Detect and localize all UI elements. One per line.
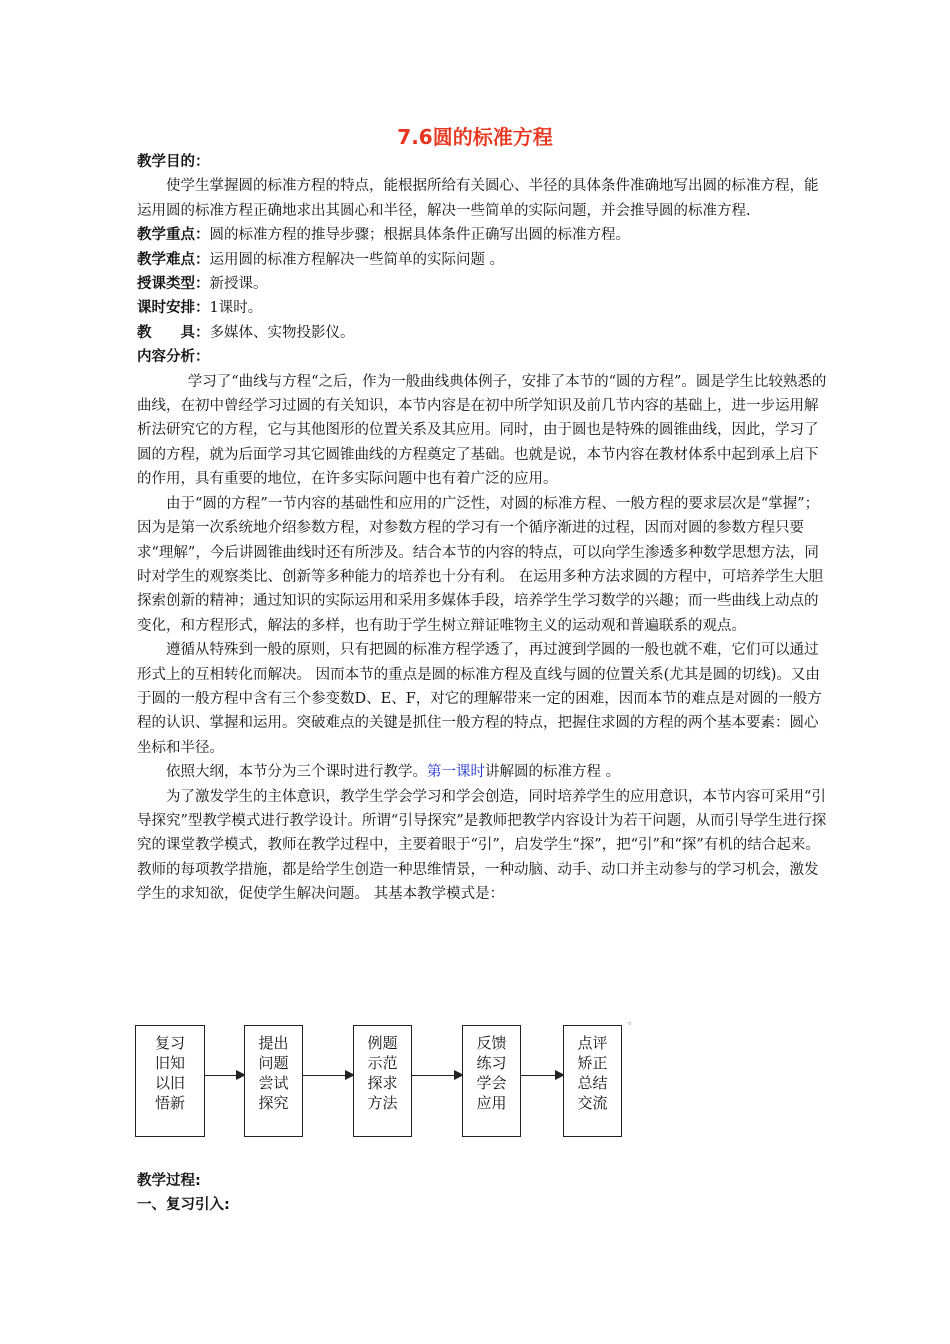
flow-step-summary-line: 矫正 [577,1054,608,1072]
content-paragraph-4-start: 依照大纲，本节分为三个课时进行教学。 [166,764,427,781]
flow-step-feedback-line: 反馈 [476,1034,507,1052]
flow-arrow [205,1075,244,1076]
lesson-type-label: 授课类型： [137,276,210,293]
flow-step-review-line: 悟新 [154,1094,185,1112]
flow-step-example [353,1025,412,1137]
flow-arrow [303,1075,353,1076]
difficult-points-text: 运用圆的标准方程解决一些简单的实际问题 。 [209,251,505,268]
flow-step-feedback-line: 练习 [476,1054,507,1072]
key-points-line [137,223,827,247]
content-analysis-heading [137,345,827,369]
content-analysis-label: 内容分析： [137,349,210,366]
flow-step-feedback-line: 应用 [476,1094,507,1112]
lesson-type-text: 新授课。 [209,276,268,293]
page-title: 7.6圆的标准方程 [397,125,553,149]
flow-step-review-line: 以旧 [154,1074,185,1092]
flow-step-review-line: 旧知 [154,1054,185,1072]
flow-step-summary-line: 交流 [577,1094,608,1112]
schedule-line [137,296,827,320]
flow-arrow [412,1075,462,1076]
tools-label: 教 具： [137,324,210,341]
flow-step-feedback [462,1025,521,1137]
flow-step-summary-line: 点评 [577,1034,608,1052]
flow-step-explore [244,1025,303,1137]
review-intro-heading: 一、复习引入: [137,1197,230,1214]
flow-step-explore-line: 尝试 [258,1074,289,1092]
teaching-goal-text: 使学生掌握圆的标准方程的特点，能根据所给有关圆心、半径的具体条件准确地写出圆的标准方程，能运用圆的标准方程正确地求出其圆心和半径，解决一些简单的实际问题，并会推导圆的标准方程. [137,178,819,219]
difficult-points-label: 教学难点： [137,251,210,268]
content-paragraph-4 [137,760,827,784]
process-section [137,1169,827,1218]
tools-line [137,321,827,345]
key-points-label: 教学重点： [137,227,210,244]
flow-step-review-line: 复习 [154,1034,185,1052]
flow-step-summary-line: 总结 [577,1074,608,1092]
flow-step-example-line: 方法 [367,1094,398,1112]
flow-step-example-line: 例题 [367,1034,398,1052]
tools-text: 多媒体、实物投影仪。 [209,324,355,341]
teaching-goal-label: 教学目的： [137,154,210,170]
flow-arrow [521,1075,563,1076]
content-paragraph-3: 遵循从特殊到一般的原则，只有把圆的标准方程学透了，再过渡到学圆的一般也就不难，它们可以通过形式上的互相转化而解决。 因而本节的重点是圆的标准方程及直线与圆的位置关系(尤其是圆的切线)。又由于圆的一般方程中含有三个参变数D、E、F，对它的理解带来一定的困难，因而本节的难点是对圆的一般方程的认识、掌握和运用。突破难点的关键是抓住一般方程的特点，把握住求圆的方程的两个基本要素：圆心坐标和半径。 [137,642,822,756]
lesson-type-line [137,272,827,296]
teaching-goal-heading [137,150,827,174]
flow-step-review [135,1025,205,1137]
teaching-process-heading: 教学过程: [137,1173,201,1189]
flow-step-feedback-line: 学会 [476,1074,507,1092]
content-paragraph-2: 由于“圆的方程”一节内容的基础性和应用的广泛性，对圆的标准方程、一般方程的要求层次是“掌握”；因为是第一次系统地介绍参数方程，对参数方程的学习有一个循序渐进的过程，因而对圆的参数方程只要求“理解”，今后讲圆锥曲线时还有所涉及。结合本节的内容的特点，可以向学生渗透多种数学思想方法，同时对学生的观察类比、创新等多种能力的培养也十分有利。 在运用多种方法求圆的方程中，可培养学生大胆探索创新的精神；通过知识的实际运用和采用多媒体手段，培养学生学习数学的兴趣；而一些曲线上动点的变化，和方程形式，解法的多样，也有助于学生树立辩证唯物主义的运动观和普遍联系的观点。 [137,495,824,634]
first-lesson-link[interactable]: 第一课时 [427,764,485,781]
schedule-text: 1课时。 [209,300,263,317]
trailing-mark: 。 [628,1016,638,1027]
content-paragraph-4-end: 讲解圆的标准方程 。 [485,764,621,781]
difficult-points-line [137,248,827,272]
body-text [137,150,827,907]
flow-step-explore-line: 提出 [258,1034,289,1052]
schedule-label: 课时安排： [137,300,210,317]
flow-step-explore-line: 问题 [258,1054,289,1072]
flow-step-example-line: 示范 [367,1054,398,1072]
flow-step-example-line: 探求 [367,1074,398,1092]
content-paragraph-1: 学习了“曲线与方程“之后，作为一般曲线典体例子，安排了本节的“圆的方程”。圆是学生比较熟悉的曲线，在初中曾经学习过圆的有关知识，本节内容是在初中所学知识及前几节内容的基础上，进一步运用解析法研究它的方程，它与其他图形的位置关系及其应用。同时，由于圆也是特殊的圆锥曲线，因此，学习了圆的方程，就为后面学习其它圆锥曲线的方程奠定了基础。也就是说，本节内容在教材体系中起到承上启下的作用，具有重要的地位，在许多实际问题中也有着广泛的应用。 [137,373,827,488]
flow-step-summary [563,1025,622,1137]
flow-step-explore-line: 探究 [258,1094,289,1112]
key-points-text: 圆的标准方程的推导步骤；根据具体条件正确写出圆的标准方程。 [209,227,630,244]
content-paragraph-5: 为了激发学生的主体意识，教学生学会学习和学会创造，同时培养学生的应用意识，本节内容可采用“引导探究”型教学模式进行教学设计。所谓“引导探究”是教师把教学内容设计为若干问题，从而引导学生进行探究的课堂教学模式，教师在教学过程中，主要着眼于“引”，启发学生“探”，把“引”和“探”有机的结合起来。教师的每项教学措施，都是给学生创造一种思维情景，一种动脑、动手、动口并主动参与的学习机会，激发学生的求知欲，促使学生解决问题。 其基本教学模式是： [137,788,827,903]
